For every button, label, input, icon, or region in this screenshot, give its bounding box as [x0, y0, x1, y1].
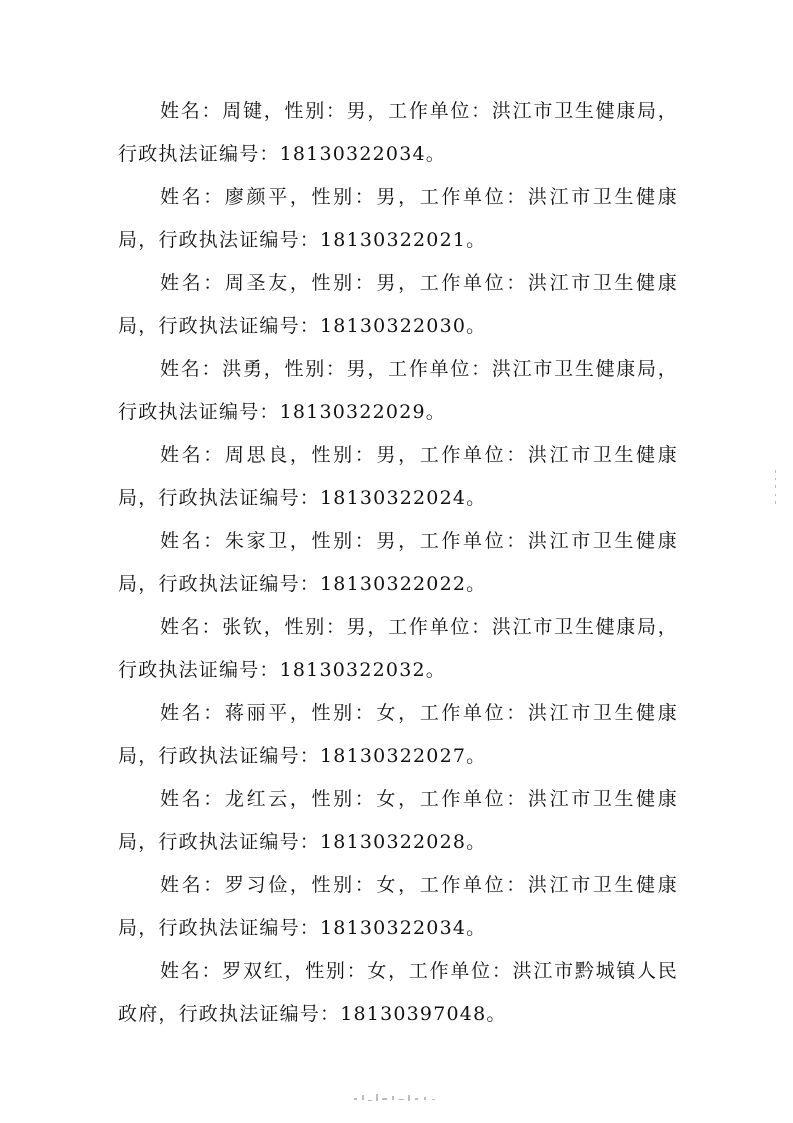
- officer-entry: 姓名：蒋丽平，性别：女，工作单位：洪江市卫生健康局，行政执法证编号：18130322027。: [118, 702, 678, 767]
- officer-entry: 姓名：龙红云，性别：女，工作单位：洪江市卫生健康局，行政执法证编号：18130322028。: [118, 788, 678, 853]
- scan-edge-marks: [773, 470, 779, 510]
- officer-entry: 姓名：周思良，性别：男，工作单位：洪江市卫生健康局，行政执法证编号：18130322024。: [118, 444, 678, 509]
- officer-entry: 姓名：朱家卫，性别：男，工作单位：洪江市卫生健康局，行政执法证编号：18130322022。: [118, 530, 678, 595]
- officer-entry: 姓名：周圣友，性别：男，工作单位：洪江市卫生健康局，行政执法证编号：18130322030。: [118, 272, 678, 337]
- officer-entry: 姓名：洪勇，性别：男，工作单位：洪江市卫生健康局，行政执法证编号：18130322029。: [118, 358, 678, 423]
- officer-entry: 姓名：张钦，性别：男，工作单位：洪江市卫生健康局，行政执法证编号：18130322032。: [118, 616, 678, 681]
- officer-entry: 姓名：廖颜平，性别：男，工作单位：洪江市卫生健康局，行政执法证编号：18130322021。: [118, 186, 678, 251]
- officer-entry: 姓名：周键，性别：男，工作单位：洪江市卫生健康局，行政执法证编号：18130322034。: [118, 100, 678, 165]
- officer-entry: 姓名：罗习俭，性别：女，工作单位：洪江市卫生健康局，行政执法证编号：18130322034。: [118, 874, 678, 939]
- scan-smudge: [352, 1086, 442, 1108]
- officer-entry: 姓名：罗双红，性别：女，工作单位：洪江市黔城镇人民政府，行政执法证编号：18130397048。: [118, 960, 678, 1025]
- officer-list: [118, 90, 678, 1036]
